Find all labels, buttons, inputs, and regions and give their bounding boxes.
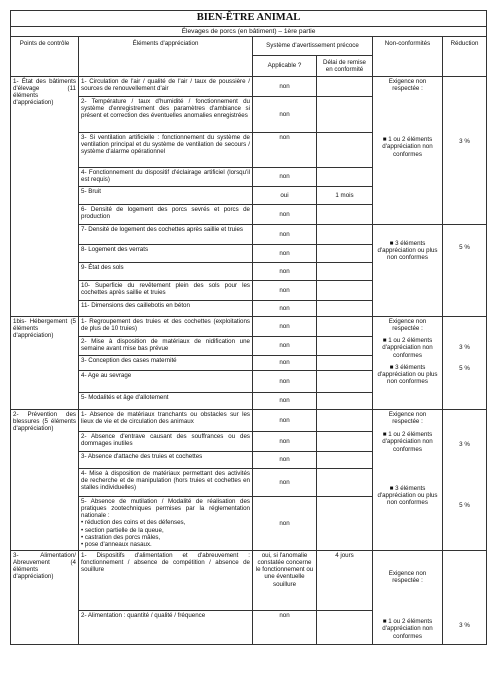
nonconformity-2: Exigence non respectée : ■ 1 ou 2 éléments d'appréciation non conformes ■ 3 éléments d'appréciation ou plus non conformes xyxy=(373,410,443,551)
header-warning: Système d'avertissement précoce xyxy=(253,37,373,56)
applicable-1bis-5: non xyxy=(253,393,317,410)
header-points: Points de contrôle xyxy=(11,37,79,77)
element-1bis-2: 2- Mise à disposition de matériaux de nidification une semaine avant mise bas prévue xyxy=(79,337,253,356)
applicable-2-4: non xyxy=(253,469,317,497)
applicable-1-4: non xyxy=(253,168,317,187)
header-nonconf: Non-conformités xyxy=(373,37,443,77)
applicable-1-6: non xyxy=(253,205,317,225)
bullet-item: • castration des porcs mâles, xyxy=(81,533,161,541)
element-1-10: 10- Superficie du revêtement plein des sols pour les cochettes après saillie et truies xyxy=(79,281,253,301)
nonconformity-3: Exigence non respectée : ■ 1 ou 2 éléments d'appréciation non conformes xyxy=(373,551,443,645)
nonconformity-1bis: Exigence non respectée : ■ 1 ou 2 éléments d'appréciation non conformes ■ 3 éléments d'appréciation ou plus non conformes xyxy=(373,317,443,410)
welfare-table xyxy=(10,10,487,645)
applicable-2-3: non xyxy=(253,452,317,469)
nonconformity-1a xyxy=(373,77,443,225)
delay-1-10 xyxy=(317,281,373,301)
applicable-3-2: non xyxy=(253,611,317,645)
element-1bis-5: 5- Modalités et âge d'allotement xyxy=(79,393,253,410)
delay-1bis-4 xyxy=(317,371,373,393)
element-1-8: 8- Logement des verrats xyxy=(79,245,253,263)
delay-2-1 xyxy=(317,410,373,432)
element-1-1: 1- Circulation de l'air / qualité de l'air / taux de poussière / sources de renouvellement d'air xyxy=(79,77,253,97)
applicable-1-3: non xyxy=(253,133,317,168)
delay-1bis-3 xyxy=(317,356,373,371)
applicable-1bis-1: non xyxy=(253,317,317,337)
element-3-2: 2- Alimentation : quantité / qualité / fréquence xyxy=(79,611,253,645)
element-1-11: 11- Dimensions des caillebotis en béton xyxy=(79,301,253,317)
element-2-2: 2- Absence d'entrave causant des souffrances ou des dommages inutiles xyxy=(79,432,253,452)
bullet-item: • section partielle de la queue, xyxy=(81,526,164,534)
element-1bis-1: 1- Regroupement des truies et des cochettes (exploitations de plus de 10 truies) xyxy=(79,317,253,337)
applicable-1bis-3: non xyxy=(253,356,317,371)
element-1-7: 7- Densité de logement des cochettes après saillie et truies xyxy=(79,225,253,245)
element-1bis-4: 4- Age au sevrage xyxy=(79,371,253,393)
nc-rule: ■ 3 éléments d'appréciation ou plus non conformes xyxy=(377,240,438,262)
delay-2-4 xyxy=(317,469,373,497)
delay-2-5 xyxy=(317,497,373,551)
nc-rule: ■ 1 ou 2 éléments d'appréciation non conformes xyxy=(382,136,433,158)
delay-1bis-1 xyxy=(317,317,373,337)
reduction-1bis: 3 % 5 % xyxy=(443,317,487,410)
delay-1-6 xyxy=(317,205,373,225)
applicable-1-10: non xyxy=(253,281,317,301)
element-1-2: 2- Température / taux d'humidité / fonctionnement du système d'enregistrement des paramètres d'ambiance si présent et correction des éventuelles anomalies enregistrées xyxy=(79,97,253,133)
applicable-1-5: oui xyxy=(253,187,317,205)
header-reduction: Réduction xyxy=(443,37,487,77)
applicable-2-5: non xyxy=(253,497,317,551)
delay-2-3 xyxy=(317,452,373,469)
header-elements: Éléments d'appréciation xyxy=(79,37,253,77)
header-applicable: Applicable ? xyxy=(253,56,317,77)
reduction-2: 3 % 5 % xyxy=(443,410,487,551)
reduction-1a: 3 % xyxy=(443,77,487,225)
nc-head: Exigence non respectée : xyxy=(388,78,427,93)
document-subtitle: Élevages de porcs (en bâtiment) – 1ère partie xyxy=(11,27,487,37)
applicable-1-2: non xyxy=(253,97,317,133)
delay-3-1: 4 jours xyxy=(317,551,373,611)
applicable-1-9: non xyxy=(253,263,317,281)
applicable-1bis-2: non xyxy=(253,337,317,356)
control-point-1bis: 1bis- Hébergement (5 éléments d'appréciation) xyxy=(11,317,79,410)
applicable-1-8: non xyxy=(253,245,317,263)
element-1-4: 4- Fonctionnement du dispositif d'éclairage artificiel (lorsqu'il est requis) xyxy=(79,168,253,187)
applicable-1-11: non xyxy=(253,301,317,317)
delay-1-2 xyxy=(317,97,373,133)
element-2-4: 4- Mise à disposition de matériaux permettant des activités de recherche et de manipulation (hors truies et cochettes en stalles individuelles) xyxy=(79,469,253,497)
element-2-1: 1- Absence de matériaux tranchants ou obstacles sur les lieux de vie et de circulation des animaux xyxy=(79,410,253,432)
delay-1-7 xyxy=(317,225,373,245)
reduction-1b: 5 % xyxy=(443,225,487,317)
element-2-3: 3- Absence d'attache des truies et cochettes xyxy=(79,452,253,469)
delay-1-4 xyxy=(317,168,373,187)
element-1-5: 5- Bruit xyxy=(79,187,253,205)
bullet-item: • pose d'anneaux nasaux. xyxy=(81,540,152,548)
applicable-1-1: non xyxy=(253,77,317,97)
bullet-item: • réduction des coins et des défenses, xyxy=(81,519,186,527)
reduction-3: 3 % xyxy=(443,551,487,645)
delay-1-8 xyxy=(317,245,373,263)
delay-1-11 xyxy=(317,301,373,317)
control-point-1: 1- État des bâtiments d'élevage (11 éléments d'appréciation) xyxy=(11,77,79,317)
element-1bis-3: 3- Conception des cases maternité xyxy=(79,356,253,371)
delay-1-1 xyxy=(317,77,373,97)
delay-3-2 xyxy=(317,611,373,645)
element-1-9: 9- État des sols xyxy=(79,263,253,281)
delay-1bis-5 xyxy=(317,393,373,410)
delay-1-5: 1 mois xyxy=(317,187,373,205)
applicable-2-1: non xyxy=(253,410,317,432)
element-1-6: 6- Densité de logement des porcs sevrés et porcs de production xyxy=(79,205,253,225)
applicable-3-1: oui, si l'anomalie constatée concerne le fonctionnement ou une éventuelle souillure xyxy=(253,551,317,611)
delay-1bis-2 xyxy=(317,337,373,356)
document-title: BIEN-ÊTRE ANIMAL xyxy=(11,11,487,27)
delay-1-9 xyxy=(317,263,373,281)
nonconformity-1b xyxy=(373,225,443,317)
header-delay: Délai de remise en conformité xyxy=(317,56,373,77)
applicable-1-7: non xyxy=(253,225,317,245)
element-1-3: 3- Si ventilation artificielle : fonctionnement du système de ventilation principal et du système de ventilation de secours / système d'alarme opérationnel xyxy=(79,133,253,168)
delay-2-2 xyxy=(317,432,373,452)
delay-1-3 xyxy=(317,133,373,168)
applicable-1bis-4: non xyxy=(253,371,317,393)
element-2-5: 5- Absence de mutilation / Modalité de réalisation des pratiques zootechniques permises par la réglementation nationale : • réduction des coins et des défenses, • section partielle de la queue, • castration des porcs mâles, • pose d'anneaux nasaux. xyxy=(79,497,253,551)
control-point-3: 3- Alimentation/ Abreuvement (4 éléments d'appréciation) xyxy=(11,551,79,645)
control-point-2: 2- Prévention des blessures (5 éléments d'appréciation) xyxy=(11,410,79,551)
applicable-2-2: non xyxy=(253,432,317,452)
element-3-1: 1- Dispositifs d'alimentation et d'abreuvement : fonctionnement / absence de compétition / absence de souillure xyxy=(79,551,253,611)
